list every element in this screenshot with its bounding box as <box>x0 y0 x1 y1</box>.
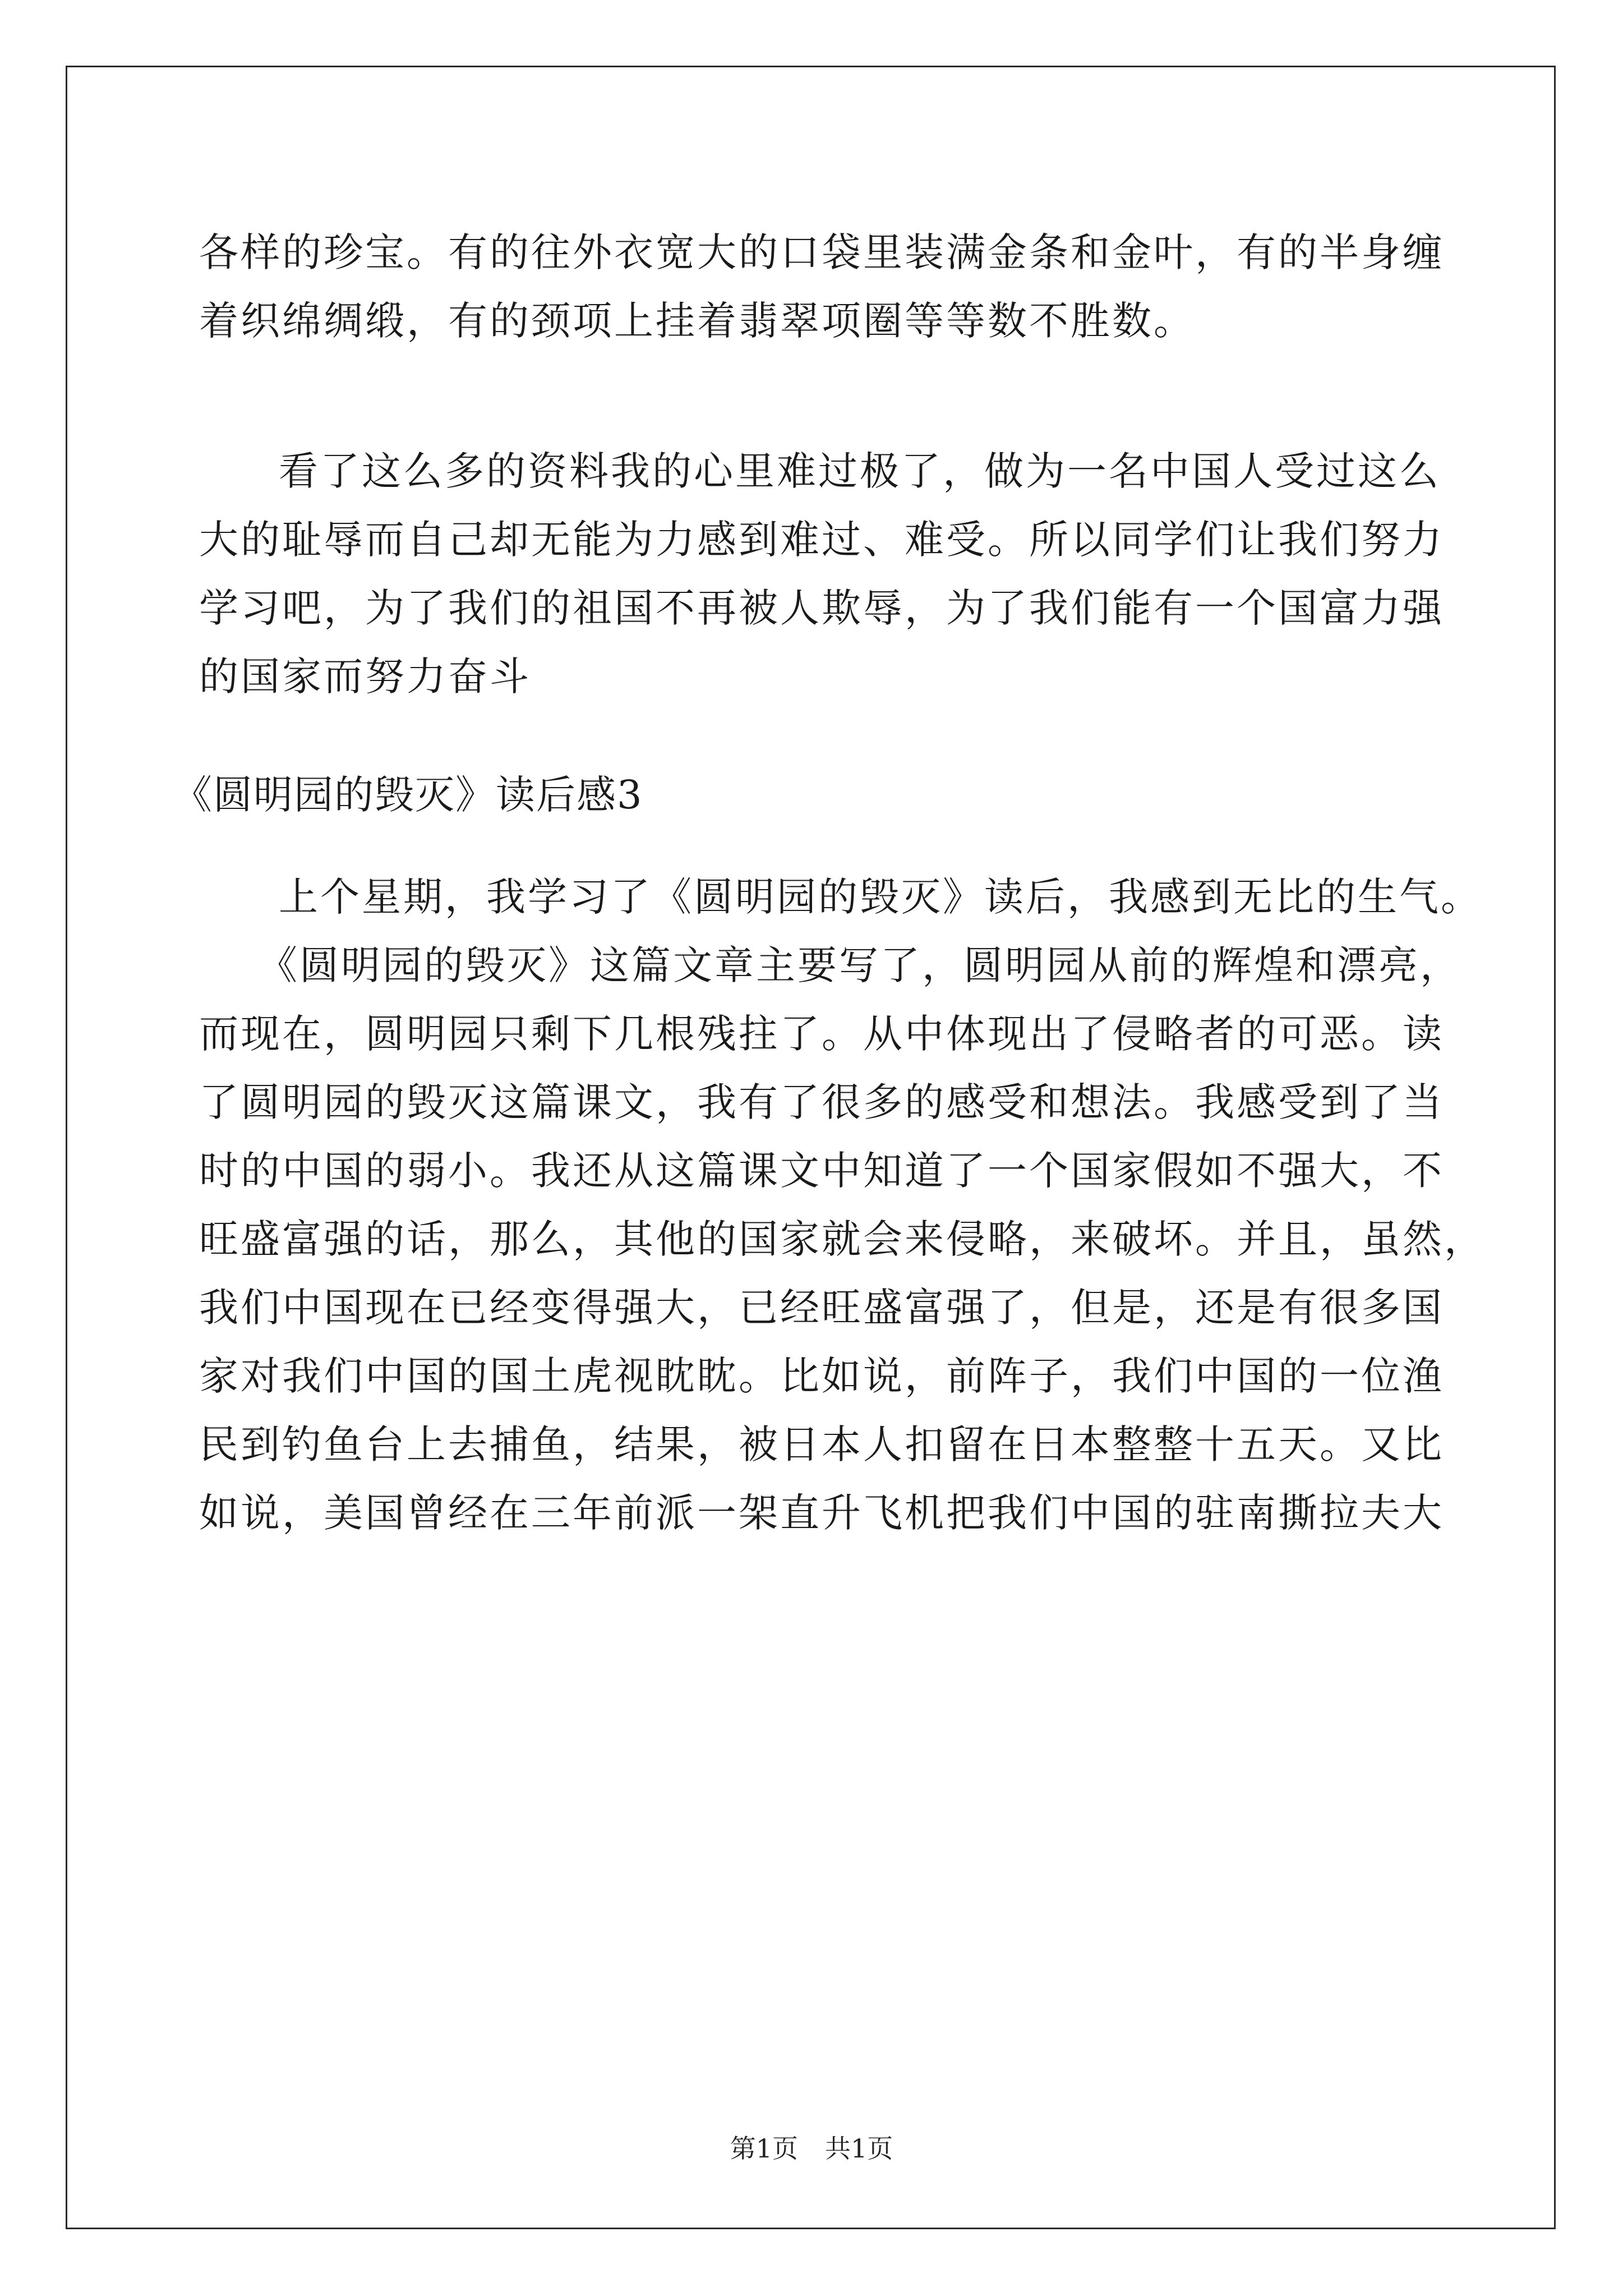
text-line-15: 家对我们中国的国土虎视眈眈。比如说，前阵子，我们中国的一位渔 <box>199 1353 1444 1399</box>
text-line-6: 的国家而努力奋斗 <box>199 654 531 700</box>
page-number-total: 共1页 <box>825 2133 893 2164</box>
text-line-2: 着织绵绸缎，有的颈项上挂着翡翠项圈等等数不胜数。 <box>199 298 1195 344</box>
text-line-16: 民到钓鱼台上去捕鱼，结果，被日本人扣留在日本整整十五天。又比 <box>199 1421 1444 1467</box>
text-line-17: 如说，美国曾经在三年前派一架直升飞机把我们中国的驻南撕拉夫大 <box>199 1490 1444 1536</box>
text-line-12: 时的中国的弱小。我还从这篇课文中知道了一个国家假如不强大，不 <box>199 1148 1444 1194</box>
text-line-10: 而现在，圆明园只剩下几根残拄了。从中体现出了侵略者的可恶。读 <box>199 1011 1444 1057</box>
page-footer <box>0 2132 1623 2165</box>
text-line-14: 我们中国现在已经变得强大，已经旺盛富强了，但是，还是有很多国 <box>199 1285 1444 1331</box>
text-line-8: 上个星期，我学习了《圆明园的毁灭》读后，我感到无比的生气。 <box>279 874 1482 920</box>
section-heading: 《圆明园的毁灭》读后感3 <box>173 772 643 818</box>
text-line-13: 旺盛富强的话，那么，其他的国家就会来侵略，来破坏。并且，虽然， <box>199 1216 1486 1262</box>
text-line-4: 大的耻辱而自己却无能为力感到难过、难受。所以同学们让我们努力 <box>199 517 1444 563</box>
text-line-9: 《圆明园的毁灭》这篇文章主要写了，圆明园从前的辉煌和漂亮， <box>258 942 1461 988</box>
text-line-5: 学习吧，为了我们的祖国不再被人欺辱，为了我们能有一个国富力强 <box>199 585 1444 631</box>
page-number-current: 第1页 <box>730 2133 798 2164</box>
text-line-11: 了圆明园的毁灭这篇课文，我有了很多的感受和想法。我感受到了当 <box>199 1079 1444 1125</box>
text-line-1: 各样的珍宝。有的往外衣宽大的口袋里装满金条和金叶，有的半身缠 <box>199 229 1444 275</box>
text-line-3: 看了这么多的资料我的心里难过极了，做为一名中国人受过这么 <box>279 448 1441 494</box>
